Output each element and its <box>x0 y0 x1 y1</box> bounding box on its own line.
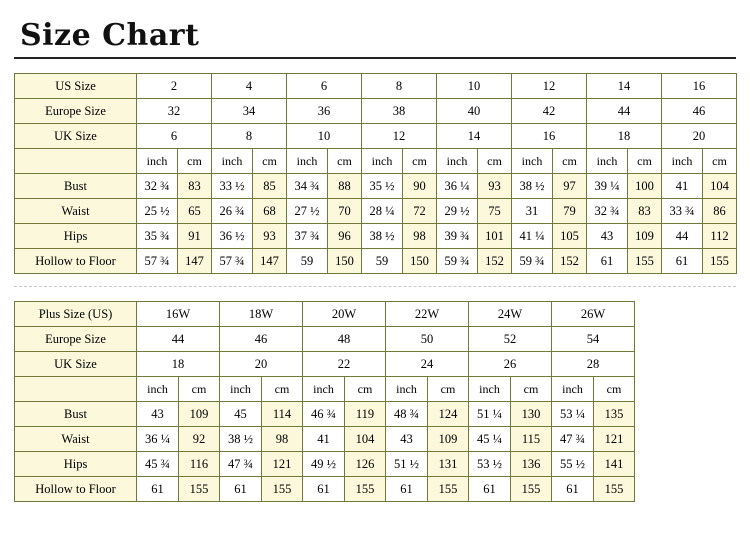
unit-cm: cm <box>262 377 303 402</box>
uk-size-cell: 28 <box>552 352 635 377</box>
uk-size-cell: 14 <box>437 124 512 149</box>
hollow-cm: 155 <box>262 477 303 502</box>
waist-cm: 75 <box>478 199 512 224</box>
bust-inch: 41 <box>662 174 703 199</box>
europe-size-cell: 36 <box>287 99 362 124</box>
bust-cm: 97 <box>553 174 587 199</box>
row-label-us-size: US Size <box>15 74 137 99</box>
hollow-cm: 152 <box>478 249 512 274</box>
hips-cm: 141 <box>594 452 635 477</box>
plus-size-cell: 22W <box>386 302 469 327</box>
hollow-inch: 61 <box>469 477 511 502</box>
unit-cm: cm <box>553 149 587 174</box>
table-row <box>15 74 737 99</box>
hips-inch: 35 ¾ <box>137 224 178 249</box>
unit-cm: cm <box>478 149 512 174</box>
row-label-bust: Bust <box>15 402 137 427</box>
row-label-uk-size: UK Size <box>15 352 137 377</box>
bust-inch: 32 ¾ <box>137 174 178 199</box>
row-label-bust: Bust <box>15 174 137 199</box>
hollow-inch: 59 ¾ <box>437 249 478 274</box>
hips-cm: 98 <box>403 224 437 249</box>
table-row <box>15 302 635 327</box>
unit-cm: cm <box>628 149 662 174</box>
bust-inch: 43 <box>137 402 179 427</box>
unit-inch: inch <box>587 149 628 174</box>
hips-inch: 44 <box>662 224 703 249</box>
row-label-hips: Hips <box>15 452 137 477</box>
waist-cm: 92 <box>179 427 220 452</box>
uk-size-cell: 8 <box>212 124 287 149</box>
unit-inch: inch <box>220 377 262 402</box>
row-label-plus-size: Plus Size (US) <box>15 302 137 327</box>
table-row <box>15 352 635 377</box>
waist-cm: 65 <box>178 199 212 224</box>
waist-inch: 25 ½ <box>137 199 178 224</box>
unit-inch: inch <box>362 149 403 174</box>
waist-inch: 32 ¾ <box>587 199 628 224</box>
hollow-inch: 59 ¾ <box>512 249 553 274</box>
table-row <box>15 452 635 477</box>
hollow-cm: 155 <box>511 477 552 502</box>
bust-inch: 53 ¼ <box>552 402 594 427</box>
waist-inch: 27 ½ <box>287 199 328 224</box>
row-label-hollow-to-floor: Hollow to Floor <box>15 249 137 274</box>
uk-size-cell: 20 <box>662 124 737 149</box>
hips-cm: 101 <box>478 224 512 249</box>
hollow-inch: 61 <box>303 477 345 502</box>
waist-inch: 45 ¼ <box>469 427 511 452</box>
table-row <box>15 427 635 452</box>
waist-inch: 38 ½ <box>220 427 262 452</box>
hollow-inch: 61 <box>587 249 628 274</box>
hollow-inch: 61 <box>552 477 594 502</box>
bust-cm: 104 <box>703 174 737 199</box>
bust-cm: 93 <box>478 174 512 199</box>
us-size-cell: 14 <box>587 74 662 99</box>
unit-inch: inch <box>469 377 511 402</box>
waist-cm: 121 <box>594 427 635 452</box>
bust-cm: 88 <box>328 174 362 199</box>
hollow-cm: 150 <box>328 249 362 274</box>
hollow-inch: 61 <box>662 249 703 274</box>
plus-size-table <box>14 301 635 502</box>
uk-size-cell: 24 <box>386 352 469 377</box>
hips-cm: 105 <box>553 224 587 249</box>
waist-inch: 36 ¼ <box>137 427 179 452</box>
bust-inch: 36 ¼ <box>437 174 478 199</box>
waist-cm: 86 <box>703 199 737 224</box>
table-row <box>15 477 635 502</box>
hips-cm: 131 <box>428 452 469 477</box>
bust-inch: 48 ¾ <box>386 402 428 427</box>
waist-cm: 109 <box>428 427 469 452</box>
bust-cm: 114 <box>262 402 303 427</box>
bust-inch: 45 <box>220 402 262 427</box>
waist-cm: 98 <box>262 427 303 452</box>
hollow-inch: 57 ¾ <box>137 249 178 274</box>
bust-inch: 35 ½ <box>362 174 403 199</box>
europe-size-cell: 34 <box>212 99 287 124</box>
uk-size-cell: 26 <box>469 352 552 377</box>
table-row <box>15 224 737 249</box>
hips-inch: 51 ½ <box>386 452 428 477</box>
unit-inch: inch <box>212 149 253 174</box>
europe-size-cell: 40 <box>437 99 512 124</box>
europe-size-cell: 54 <box>552 327 635 352</box>
table-row <box>15 199 737 224</box>
uk-size-cell: 10 <box>287 124 362 149</box>
table-row <box>15 124 737 149</box>
table-row <box>15 249 737 274</box>
unit-inch: inch <box>137 377 179 402</box>
waist-cm: 68 <box>253 199 287 224</box>
unit-inch: inch <box>662 149 703 174</box>
unit-cm: cm <box>328 149 362 174</box>
standard-size-table <box>14 73 737 274</box>
waist-cm: 72 <box>403 199 437 224</box>
hips-inch: 38 ½ <box>362 224 403 249</box>
waist-cm: 83 <box>628 199 662 224</box>
hollow-cm: 147 <box>253 249 287 274</box>
us-size-cell: 6 <box>287 74 362 99</box>
size-chart-page <box>0 18 750 554</box>
hips-inch: 43 <box>587 224 628 249</box>
bust-inch: 38 ½ <box>512 174 553 199</box>
unit-inch: inch <box>437 149 478 174</box>
waist-cm: 115 <box>511 427 552 452</box>
hips-cm: 116 <box>179 452 220 477</box>
unit-cm: cm <box>594 377 635 402</box>
bust-cm: 109 <box>179 402 220 427</box>
waist-inch: 26 ¾ <box>212 199 253 224</box>
unit-cm: cm <box>253 149 287 174</box>
waist-inch: 28 ¼ <box>362 199 403 224</box>
waist-inch: 41 <box>303 427 345 452</box>
us-size-cell: 10 <box>437 74 512 99</box>
hips-inch: 39 ¾ <box>437 224 478 249</box>
hollow-inch: 61 <box>220 477 262 502</box>
europe-size-cell: 50 <box>386 327 469 352</box>
bust-inch: 34 ¾ <box>287 174 328 199</box>
row-label-hips: Hips <box>15 224 137 249</box>
bust-cm: 83 <box>178 174 212 199</box>
table-row <box>15 99 737 124</box>
hips-cm: 93 <box>253 224 287 249</box>
unit-cm: cm <box>403 149 437 174</box>
europe-size-cell: 44 <box>137 327 220 352</box>
hips-cm: 91 <box>178 224 212 249</box>
section-divider <box>14 286 736 287</box>
unit-cm: cm <box>345 377 386 402</box>
page-title: Size Chart <box>20 18 200 53</box>
uk-size-cell: 18 <box>137 352 220 377</box>
hips-cm: 109 <box>628 224 662 249</box>
hips-cm: 112 <box>703 224 737 249</box>
uk-size-cell: 6 <box>137 124 212 149</box>
uk-size-cell: 20 <box>220 352 303 377</box>
us-size-cell: 8 <box>362 74 437 99</box>
us-size-cell: 16 <box>662 74 737 99</box>
waist-inch: 33 ¾ <box>662 199 703 224</box>
hollow-cm: 147 <box>178 249 212 274</box>
hollow-cm: 155 <box>179 477 220 502</box>
waist-inch: 43 <box>386 427 428 452</box>
hollow-inch: 57 ¾ <box>212 249 253 274</box>
hips-inch: 47 ¾ <box>220 452 262 477</box>
unit-inch: inch <box>287 149 328 174</box>
bust-cm: 90 <box>403 174 437 199</box>
unit-inch: inch <box>552 377 594 402</box>
row-label-europe-size: Europe Size <box>15 327 137 352</box>
bust-cm: 100 <box>628 174 662 199</box>
hollow-inch: 61 <box>137 477 179 502</box>
plus-size-cell: 26W <box>552 302 635 327</box>
europe-size-cell: 42 <box>512 99 587 124</box>
bust-inch: 33 ½ <box>212 174 253 199</box>
table-row-units <box>15 149 737 174</box>
table-row <box>15 327 635 352</box>
europe-size-cell: 38 <box>362 99 437 124</box>
unit-cm: cm <box>179 377 220 402</box>
bust-cm: 85 <box>253 174 287 199</box>
plus-size-cell: 24W <box>469 302 552 327</box>
bust-inch: 46 ¾ <box>303 402 345 427</box>
bust-inch: 51 ¼ <box>469 402 511 427</box>
row-label-waist: Waist <box>15 427 137 452</box>
hollow-cm: 155 <box>703 249 737 274</box>
uk-size-cell: 18 <box>587 124 662 149</box>
us-size-cell: 4 <box>212 74 287 99</box>
us-size-cell: 2 <box>137 74 212 99</box>
europe-size-cell: 52 <box>469 327 552 352</box>
hollow-inch: 59 <box>362 249 403 274</box>
bust-cm: 119 <box>345 402 386 427</box>
hips-inch: 55 ½ <box>552 452 594 477</box>
table-row <box>15 174 737 199</box>
hollow-cm: 155 <box>594 477 635 502</box>
unit-cm: cm <box>178 149 212 174</box>
unit-cm: cm <box>511 377 552 402</box>
waist-cm: 104 <box>345 427 386 452</box>
title-divider <box>14 57 736 59</box>
bust-cm: 135 <box>594 402 635 427</box>
bust-cm: 124 <box>428 402 469 427</box>
uk-size-cell: 22 <box>303 352 386 377</box>
hips-inch: 36 ½ <box>212 224 253 249</box>
bust-inch: 39 ¼ <box>587 174 628 199</box>
hollow-cm: 155 <box>345 477 386 502</box>
waist-cm: 70 <box>328 199 362 224</box>
europe-size-cell: 32 <box>137 99 212 124</box>
hollow-cm: 152 <box>553 249 587 274</box>
europe-size-cell: 48 <box>303 327 386 352</box>
hips-cm: 136 <box>511 452 552 477</box>
row-label-waist: Waist <box>15 199 137 224</box>
hips-cm: 126 <box>345 452 386 477</box>
bust-cm: 130 <box>511 402 552 427</box>
waist-inch: 31 <box>512 199 553 224</box>
europe-size-cell: 46 <box>662 99 737 124</box>
unit-inch: inch <box>386 377 428 402</box>
unit-inch: inch <box>137 149 178 174</box>
plus-size-cell: 20W <box>303 302 386 327</box>
hips-inch: 37 ¾ <box>287 224 328 249</box>
europe-size-cell: 44 <box>587 99 662 124</box>
hips-cm: 96 <box>328 224 362 249</box>
plus-size-cell: 18W <box>220 302 303 327</box>
hips-inch: 53 ½ <box>469 452 511 477</box>
hips-inch: 45 ¾ <box>137 452 179 477</box>
europe-size-cell: 46 <box>220 327 303 352</box>
row-label-hollow-to-floor: Hollow to Floor <box>15 477 137 502</box>
hollow-inch: 61 <box>386 477 428 502</box>
us-size-cell: 12 <box>512 74 587 99</box>
unit-inch: inch <box>303 377 345 402</box>
waist-cm: 79 <box>553 199 587 224</box>
hollow-inch: 59 <box>287 249 328 274</box>
waist-inch: 29 ½ <box>437 199 478 224</box>
hollow-cm: 150 <box>403 249 437 274</box>
table-row <box>15 402 635 427</box>
hollow-cm: 155 <box>628 249 662 274</box>
hips-cm: 121 <box>262 452 303 477</box>
unit-inch: inch <box>512 149 553 174</box>
row-label-uk-size: UK Size <box>15 124 137 149</box>
unit-cm: cm <box>703 149 737 174</box>
table-row-units <box>15 377 635 402</box>
hips-inch: 41 ¼ <box>512 224 553 249</box>
row-label-europe-size: Europe Size <box>15 99 137 124</box>
units-row-blank <box>15 377 137 402</box>
uk-size-cell: 12 <box>362 124 437 149</box>
hips-inch: 49 ½ <box>303 452 345 477</box>
plus-size-cell: 16W <box>137 302 220 327</box>
hollow-cm: 155 <box>428 477 469 502</box>
uk-size-cell: 16 <box>512 124 587 149</box>
unit-cm: cm <box>428 377 469 402</box>
waist-inch: 47 ¾ <box>552 427 594 452</box>
units-row-blank <box>15 149 137 174</box>
